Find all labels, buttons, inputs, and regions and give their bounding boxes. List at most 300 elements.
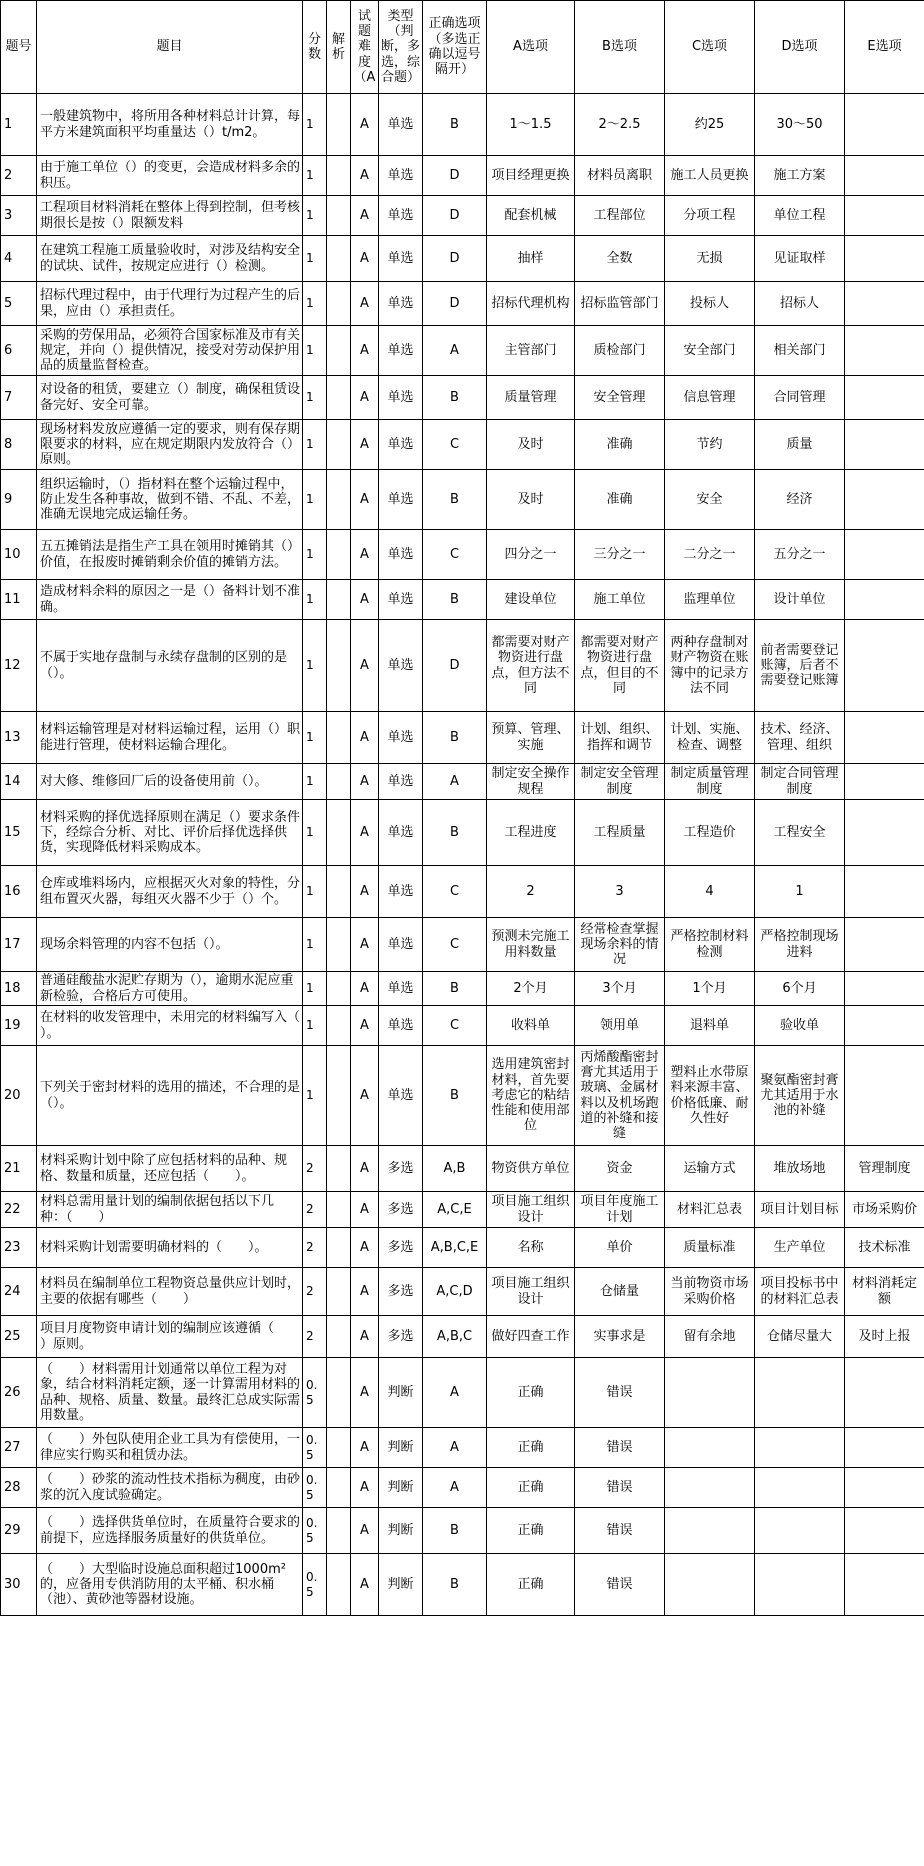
cell-analysis [327,764,351,800]
header-question: 题目 [37,1,303,94]
table-row [1,236,924,282]
cell-score: 0.5 [303,1428,327,1468]
cell-c: 塑料止水带原料来源丰富、价格低廉、耐久性好 [665,1046,755,1146]
table-row [1,1358,924,1428]
table-row [1,196,924,236]
cell-analysis [327,1146,351,1192]
cell-difficulty: A [351,326,379,376]
cell-num: 4 [1,236,37,282]
cell-question: 不属于实地存盘制与永续存盘制的区别的是（）。 [37,620,303,712]
cell-analysis [327,196,351,236]
cell-b: 领用单 [575,1006,665,1046]
cell-score: 1 [303,620,327,712]
cell-e [845,620,924,712]
cell-d [755,1468,845,1508]
cell-answer: D [423,282,487,326]
cell-c: 安全部门 [665,326,755,376]
cell-b: 实事求是 [575,1316,665,1358]
cell-c [665,1508,755,1554]
cell-type: 单选 [379,196,423,236]
cell-e [845,196,924,236]
cell-type: 单选 [379,620,423,712]
cell-analysis [327,420,351,470]
cell-type: 多选 [379,1192,423,1228]
cell-type: 多选 [379,1146,423,1192]
cell-question: （ ）材料需用计划通常以单位工程为对象，结合材料消耗定额，逐一计算需用材料的品种、规格、质量、数量。最终汇总成实际需用数量。 [37,1358,303,1428]
header-d: D选项 [755,1,845,94]
cell-d: 堆放场地 [755,1146,845,1192]
cell-c: 安全 [665,470,755,530]
cell-b: 错误 [575,1468,665,1508]
cell-difficulty: A [351,1192,379,1228]
cell-d: 五分之一 [755,530,845,580]
cell-question: 材料员在编制单位工程物资总量供应计划时，主要的依据有哪些（ ） [37,1268,303,1316]
cell-num: 9 [1,470,37,530]
cell-e [845,236,924,282]
table-row [1,282,924,326]
cell-score: 2 [303,1192,327,1228]
cell-b: 质检部门 [575,326,665,376]
cell-type: 多选 [379,1268,423,1316]
cell-question: （ ）外包队使用企业工具为有偿使用，一律应实行购买和租赁办法。 [37,1428,303,1468]
cell-d: 招标人 [755,282,845,326]
cell-difficulty: A [351,972,379,1006]
cell-num: 17 [1,918,37,972]
cell-type: 单选 [379,326,423,376]
cell-answer: B [423,470,487,530]
cell-e: 技术标准 [845,1228,924,1268]
cell-a: 抽样 [487,236,575,282]
cell-answer: A,C,D [423,1268,487,1316]
cell-analysis [327,94,351,156]
cell-e [845,1468,924,1508]
cell-c: 4 [665,866,755,918]
cell-difficulty: A [351,470,379,530]
cell-score: 1 [303,1006,327,1046]
cell-a: 1～1.5 [487,94,575,156]
cell-question: 项目月度物资申请计划的编制应该遵循（ ）原则。 [37,1316,303,1358]
cell-type: 单选 [379,800,423,866]
cell-num: 5 [1,282,37,326]
cell-c: 质量标准 [665,1228,755,1268]
cell-d [755,1358,845,1428]
cell-d: 施工方案 [755,156,845,196]
cell-score: 1 [303,800,327,866]
cell-score: 1 [303,282,327,326]
cell-difficulty: A [351,1228,379,1268]
cell-answer: C [423,1006,487,1046]
cell-c: 投标人 [665,282,755,326]
cell-num: 24 [1,1268,37,1316]
cell-c: 严格控制材料检测 [665,918,755,972]
cell-c: 两种存盘制对财产物资在账簿中的记录方法不同 [665,620,755,712]
cell-score: 0.5 [303,1508,327,1554]
cell-d: 严格控制现场进料 [755,918,845,972]
cell-d: 1 [755,866,845,918]
cell-c: 无损 [665,236,755,282]
cell-answer: D [423,196,487,236]
cell-question: 招标代理过程中，由于代理行为过程产生的后果，应由（）承担责任。 [37,282,303,326]
cell-d [755,1554,845,1616]
table-row [1,94,924,156]
cell-a: 物资供方单位 [487,1146,575,1192]
cell-question: 采购的劳保用品，必须符合国家标准及市有关规定，并向（）提供情况，接受对劳动保护用品的质量监督检查。 [37,326,303,376]
cell-e [845,580,924,620]
cell-analysis [327,282,351,326]
cell-b: 材料员离职 [575,156,665,196]
cell-difficulty: A [351,236,379,282]
cell-e: 管理制度 [845,1146,924,1192]
cell-score: 0.5 [303,1554,327,1616]
table-row [1,1554,924,1616]
cell-e [845,376,924,420]
cell-b: 项目年度施工计划 [575,1192,665,1228]
cell-c: 1个月 [665,972,755,1006]
cell-a: 正确 [487,1508,575,1554]
cell-question: 造成材料余料的原因之一是（）备料计划不准确。 [37,580,303,620]
table-row [1,1316,924,1358]
cell-difficulty: A [351,1006,379,1046]
cell-question: 在材料的收发管理中，未用完的材料编写入（ ）。 [37,1006,303,1046]
cell-b: 施工单位 [575,580,665,620]
cell-num: 18 [1,972,37,1006]
table-row [1,580,924,620]
cell-c [665,1468,755,1508]
cell-answer: B [423,1554,487,1616]
cell-answer: C [423,420,487,470]
cell-question: 材料运输管理是对材料运输过程，运用（）职能进行管理，使材料运输合理化。 [37,712,303,764]
cell-d: 质量 [755,420,845,470]
cell-num: 28 [1,1468,37,1508]
header-row [1,1,924,94]
cell-score: 0.5 [303,1468,327,1508]
cell-analysis [327,1006,351,1046]
cell-c [665,1358,755,1428]
cell-score: 2 [303,1268,327,1316]
cell-num: 16 [1,866,37,918]
cell-d: 项目计划目标 [755,1192,845,1228]
cell-score: 1 [303,420,327,470]
cell-e: 市场采购价 [845,1192,924,1228]
cell-num: 27 [1,1428,37,1468]
cell-d: 单位工程 [755,196,845,236]
cell-a: 预算、管理、实施 [487,712,575,764]
cell-difficulty: A [351,196,379,236]
cell-question: 仓库或堆料场内，应根据灭火对象的特性，分组布置灭火器，每组灭火器不少于（）个。 [37,866,303,918]
cell-difficulty: A [351,282,379,326]
cell-difficulty: A [351,376,379,420]
cell-d [755,1428,845,1468]
cell-e [845,1428,924,1468]
cell-difficulty: A [351,1468,379,1508]
cell-question: 工程项目材料消耗在整体上得到控制，但考核期很长是按（）限额发料 [37,196,303,236]
table-row [1,1046,924,1146]
cell-c: 运输方式 [665,1146,755,1192]
cell-e [845,866,924,918]
cell-a: 招标代理机构 [487,282,575,326]
cell-d: 合同管理 [755,376,845,420]
cell-score: 2 [303,1228,327,1268]
cell-d: 30～50 [755,94,845,156]
cell-b: 安全管理 [575,376,665,420]
cell-answer: D [423,156,487,196]
cell-d: 仓储尽量大 [755,1316,845,1358]
header-b: B选项 [575,1,665,94]
cell-type: 单选 [379,580,423,620]
cell-score: 1 [303,156,327,196]
cell-answer: B [423,712,487,764]
cell-b: 工程部位 [575,196,665,236]
cell-e [845,712,924,764]
cell-question: 普通硅酸盐水泥贮存期为（），逾期水泥应重新检验，合格后方可使用。 [37,972,303,1006]
cell-c: 施工人员更换 [665,156,755,196]
cell-num: 2 [1,156,37,196]
cell-b: 3个月 [575,972,665,1006]
cell-e [845,1508,924,1554]
header-type: 类型（判断，多选，综合题） [379,1,423,94]
cell-answer: B [423,580,487,620]
table-row [1,156,924,196]
cell-answer: B [423,972,487,1006]
cell-e [845,282,924,326]
cell-a: 项目经理更换 [487,156,575,196]
cell-type: 单选 [379,94,423,156]
cell-e [845,470,924,530]
cell-d: 见证取样 [755,236,845,282]
cell-analysis [327,1554,351,1616]
table-row [1,420,924,470]
cell-c: 节约 [665,420,755,470]
cell-answer: A,B,C [423,1316,487,1358]
cell-question: 现场余料管理的内容不包括（）。 [37,918,303,972]
cell-a: 2 [487,866,575,918]
cell-d: 设计单位 [755,580,845,620]
header-c: C选项 [665,1,755,94]
table-row [1,376,924,420]
cell-d: 6个月 [755,972,845,1006]
cell-analysis [327,580,351,620]
cell-d: 聚氨酯密封膏尤其适用于水池的补缝 [755,1046,845,1146]
cell-a: 正确 [487,1554,575,1616]
cell-answer: A [423,1358,487,1428]
table-row [1,712,924,764]
cell-c: 留有余地 [665,1316,755,1358]
cell-score: 1 [303,580,327,620]
cell-e [845,918,924,972]
cell-a: 及时 [487,420,575,470]
cell-b: 制定安全管理制度 [575,764,665,800]
cell-question: 由于施工单位（）的变更，会造成材料多余的积压。 [37,156,303,196]
header-num: 题号 [1,1,37,94]
cell-c: 分项工程 [665,196,755,236]
cell-difficulty: A [351,1554,379,1616]
cell-type: 单选 [379,530,423,580]
cell-type: 单选 [379,236,423,282]
table-row [1,326,924,376]
cell-score: 1 [303,972,327,1006]
cell-e [845,420,924,470]
cell-difficulty: A [351,918,379,972]
cell-a: 建设单位 [487,580,575,620]
cell-difficulty: A [351,620,379,712]
cell-c: 材料汇总表 [665,1192,755,1228]
cell-difficulty: A [351,1316,379,1358]
cell-a: 工程进度 [487,800,575,866]
cell-a: 选用建筑密封材料，首先要考虑它的粘结性能和使用部位 [487,1046,575,1146]
cell-b: 错误 [575,1358,665,1428]
cell-b: 错误 [575,1554,665,1616]
cell-analysis [327,1508,351,1554]
cell-analysis [327,800,351,866]
cell-analysis [327,866,351,918]
cell-answer: C [423,918,487,972]
cell-difficulty: A [351,420,379,470]
cell-e: 及时上报 [845,1316,924,1358]
cell-difficulty: A [351,1508,379,1554]
cell-c [665,1428,755,1468]
cell-answer: C [423,866,487,918]
cell-c: 退料单 [665,1006,755,1046]
cell-c: 监理单位 [665,580,755,620]
cell-difficulty: A [351,866,379,918]
cell-question: 材料采购计划中除了应包括材料的品种、规格、数量和质量，还应包括（ ）。 [37,1146,303,1192]
cell-question: 现场材料发放应遵循一定的要求，则有保存期限要求的材料，应在规定期限内发放符合（）原则。 [37,420,303,470]
cell-analysis [327,470,351,530]
cell-score: 1 [303,470,327,530]
cell-c: 计划、实施、检查、调整 [665,712,755,764]
cell-e [845,530,924,580]
cell-score: 2 [303,1146,327,1192]
cell-b: 计划、组织、指挥和调节 [575,712,665,764]
cell-e [845,1006,924,1046]
cell-b: 准确 [575,420,665,470]
cell-b: 三分之一 [575,530,665,580]
cell-type: 单选 [379,376,423,420]
table-row [1,972,924,1006]
cell-a: 制定安全操作规程 [487,764,575,800]
cell-num: 21 [1,1146,37,1192]
header-a: A选项 [487,1,575,94]
cell-analysis [327,1316,351,1358]
cell-question: 材料采购计划需要明确材料的（ ）。 [37,1228,303,1268]
cell-num: 30 [1,1554,37,1616]
cell-question: 在建筑工程施工质量验收时，对涉及结构安全的试块、试件，按规定应进行（）检测。 [37,236,303,282]
cell-analysis [327,972,351,1006]
cell-e [845,94,924,156]
cell-a: 及时 [487,470,575,530]
cell-difficulty: A [351,1358,379,1428]
cell-type: 多选 [379,1228,423,1268]
table-row [1,1192,924,1228]
table-row [1,866,924,918]
cell-analysis [327,1228,351,1268]
cell-answer: C [423,530,487,580]
cell-num: 20 [1,1046,37,1146]
cell-answer: D [423,620,487,712]
cell-b: 单价 [575,1228,665,1268]
cell-d: 前者需要登记账簿，后者不需要登记账簿 [755,620,845,712]
cell-d: 经济 [755,470,845,530]
cell-difficulty: A [351,800,379,866]
cell-b: 仓储量 [575,1268,665,1316]
cell-c: 信息管理 [665,376,755,420]
cell-answer: A,B,C,E [423,1228,487,1268]
cell-num: 1 [1,94,37,156]
cell-type: 单选 [379,712,423,764]
cell-answer: B [423,800,487,866]
cell-difficulty: A [351,1268,379,1316]
cell-num: 29 [1,1508,37,1554]
cell-a: 质量管理 [487,376,575,420]
header-score: 分数 [303,1,327,94]
cell-answer: A [423,764,487,800]
cell-analysis [327,918,351,972]
cell-score: 1 [303,1046,327,1146]
cell-e [845,156,924,196]
cell-d: 相关部门 [755,326,845,376]
cell-d: 验收单 [755,1006,845,1046]
cell-type: 单选 [379,282,423,326]
cell-type: 单选 [379,470,423,530]
cell-question: （ ）大型临时设施总面积超过1000m²的，应备用专供消防用的太平桶、积水桶（池）、黄砂池等器材设施。 [37,1554,303,1616]
cell-score: 1 [303,94,327,156]
cell-e [845,1554,924,1616]
table-row [1,800,924,866]
cell-a: 都需要对财产物资进行盘点，但方法不同 [487,620,575,712]
cell-type: 多选 [379,1316,423,1358]
cell-question: 材料采购的择优选择原则在满足（）要求条件下，经综合分析、对比、评价后择优选择供货，实现降低材料采购成本。 [37,800,303,866]
cell-num: 23 [1,1228,37,1268]
cell-e [845,764,924,800]
cell-score: 1 [303,236,327,282]
cell-b: 丙烯酸酯密封膏尤其适用于玻璃、金属材料以及机场跑道的补缝和接缝 [575,1046,665,1146]
cell-c [665,1554,755,1616]
cell-analysis [327,326,351,376]
cell-c: 当前物资市场采购价格 [665,1268,755,1316]
cell-type: 单选 [379,1046,423,1146]
cell-type: 判断 [379,1554,423,1616]
cell-num: 19 [1,1006,37,1046]
cell-a: 项目施工组织设计 [487,1192,575,1228]
cell-difficulty: A [351,580,379,620]
table-row [1,1468,924,1508]
cell-analysis [327,376,351,420]
cell-c: 二分之一 [665,530,755,580]
cell-analysis [327,1358,351,1428]
cell-difficulty: A [351,1046,379,1146]
cell-d: 技术、经济、管理、组织 [755,712,845,764]
cell-a: 名称 [487,1228,575,1268]
cell-type: 单选 [379,1006,423,1046]
cell-score: 1 [303,326,327,376]
cell-type: 判断 [379,1508,423,1554]
cell-score: 1 [303,376,327,420]
cell-answer: A,B [423,1146,487,1192]
cell-type: 单选 [379,918,423,972]
table-row [1,1146,924,1192]
cell-analysis [327,236,351,282]
cell-score: 1 [303,196,327,236]
cell-question: 五五摊销法是指生产工具在领用时摊销其（）价值，在报废时摊销剩余价值的摊销方法。 [37,530,303,580]
cell-d: 项目投标书中的材料汇总表 [755,1268,845,1316]
cell-e [845,326,924,376]
cell-type: 单选 [379,866,423,918]
cell-analysis [327,1046,351,1146]
cell-type: 判断 [379,1468,423,1508]
cell-d [755,1508,845,1554]
cell-question: 对大修、维修回厂后的设备使用前（）。 [37,764,303,800]
cell-analysis [327,1268,351,1316]
